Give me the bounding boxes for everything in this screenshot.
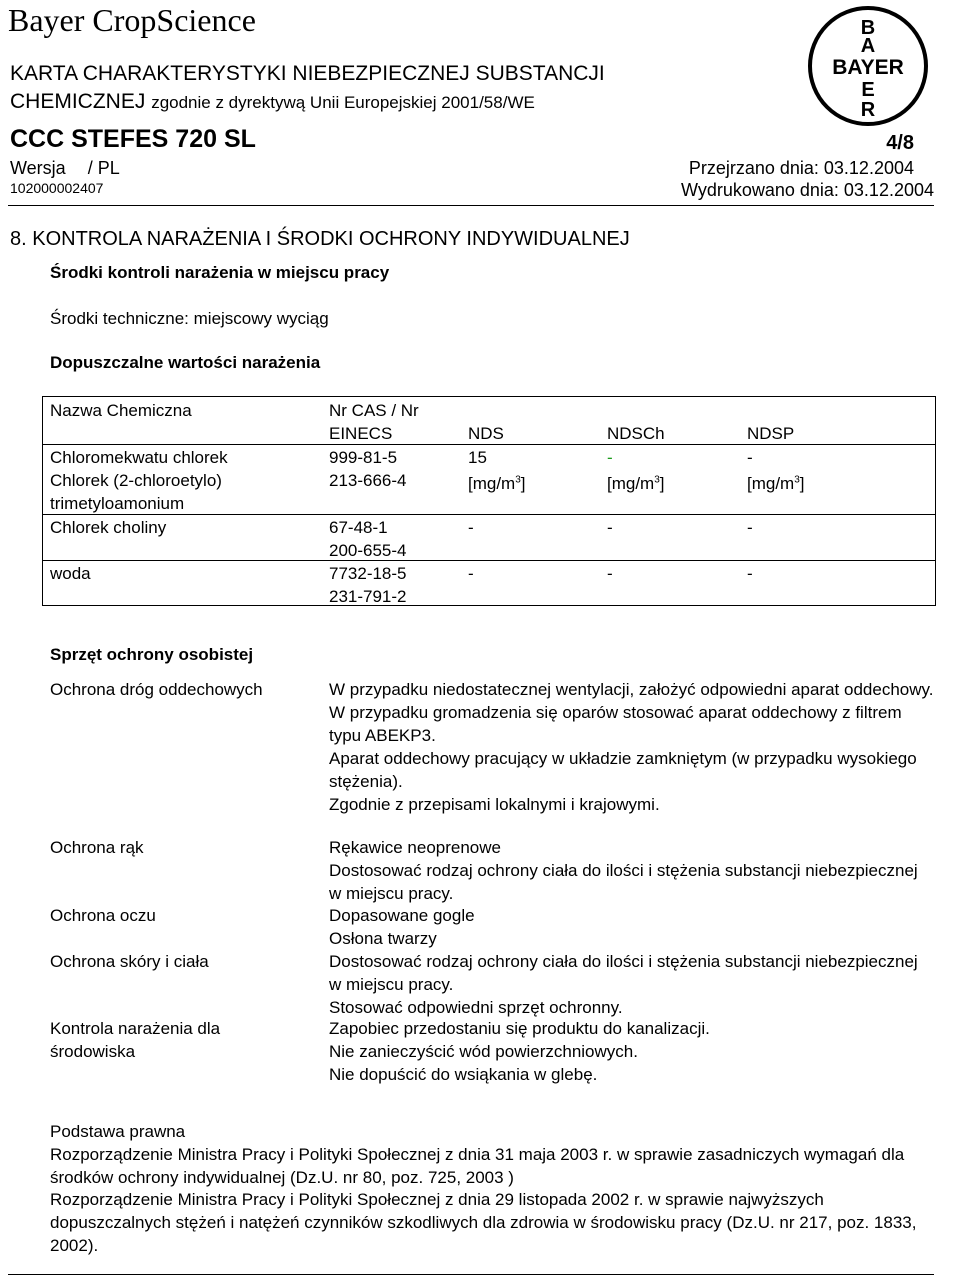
bayer-cross-logo [806,4,930,128]
table-row-divider [42,560,936,561]
revised-date: Przejrzano dnia: 03.12.2004 [688,158,914,178]
col-header-name: Nazwa Chemiczna [50,401,192,420]
ppe-text-eyes: Dopasowane gogle Osłona twarzy [329,906,475,948]
ndsch-unit: $[mg/m^3]$ [607,473,665,493]
document-title-main: CHEMICZNEJ [10,90,146,113]
nds-unit: $[mg/m^3]$ [468,473,526,493]
legal-basis-text-1: Rozporządzenie Ministra Pracy i Polityki Społecznej z dnia 31 maja 2003 r. w sprawie zasadniczych wymagań dla środków ochrony indywidualnej (Dz.U. nr 80, poz. 725, 2003 ) [50,1145,905,1187]
exposure-limits-heading: Dopuszczalne wartości narażenia [50,353,321,372]
language-code: / PL [87,158,120,178]
workplace-controls-heading: Środki kontroli narażenia w miejscu pracy [50,263,390,282]
ppe-text-environment: Zapobiec przedostaniu się produktu do kanalizacji. Nie zanieczyścić wód powierzchniowych. Nie dopuścić do wsiąkania w glebę. [329,1019,710,1084]
table-cell-cas: 7732-18-5 231-791-2 [329,564,407,606]
table-cell-cas: 67-48-1 200-655-4 [329,518,407,560]
ndsp-label: NDSP [747,424,795,443]
table-cell-ndsp: - [747,518,753,537]
technical-measures: Środki techniczne: miejscowy wyciąg [50,309,329,328]
document-title-directive: zgodnie z dyrektywą Unii Europejskiej 2001/58/WE [151,93,535,112]
col-header-ndsp [747,399,805,495]
table-cell-cas: 999-81-5 213-666-4 [329,448,407,490]
page-number: 4/8 [886,132,914,154]
ppe-text-hands: Rękawice neoprenowe Dostosować rodzaj ochrony ciała do ilości i stężenia substancji niebezpiecznej w miejscu pracy. [329,838,918,903]
col-header-ndsch [607,399,665,495]
ppe-label-environment: Kontrola narażenia dla środowiska [50,1019,221,1061]
ppe-text-respiratory: W przypadku niedostatecznej wentylacji, założyć odpowiedni aparat oddechowy. W przypadku gromadzenia się oparów stosować aparat oddechowy z filtrem typu ABEKP3. Aparat oddechowy pracujący w układzie zamkniętym (w przypadku wysokiego stężenia). Zgodnie z przepisami lokalnymi i krajowymi. [329,680,934,814]
document-title-line2 [10,90,535,114]
legal-basis-text-2: Rozporządzenie Ministra Pracy i Polityki Społecznej z dnia 29 listopada 2002 r. w sprawie najwyższych dopuszczalnych stężeń i natężeń czynników szkodliwych dla zdrowia w środowisku pracy (Dz.U. nr 217, poz. 1833, 2002). [50,1190,917,1255]
document-title-line1: KARTA CHARAKTERYSTYKI NIEBEZPIECZNEJ SUBSTANCJI [10,62,605,85]
ppe-label-eyes: Ochrona oczu [50,906,156,925]
logo-word: BAYER [832,56,904,79]
document-number: 102000002407 [10,180,104,196]
logo-letter-r: R [860,99,876,121]
ppe-label-respiratory: Ochrona dróg oddechowych [50,680,263,699]
logo-letter-b: B [860,17,876,39]
printed-date: Wydrukowano dnia: 03.12.2004 [680,180,934,200]
table-cell-nds: - [468,564,474,583]
section-title: 8. KONTROLA NARAŻENIA I ŚRODKI OCHRONY INDYWIDUALNEJ [10,228,630,250]
ppe-text-skin: Dostosować rodzaj ochrony ciała do ilości i stężenia substancji niebezpiecznej w miejscu pracy. Stosować odpowiedni sprzęt ochronny. [329,952,918,1017]
table-cell-ndsp: - [747,448,753,467]
table-cell-nds: - [468,518,474,537]
table-cell-name: Chlorek choliny [50,518,167,537]
footer-divider [8,1274,934,1275]
logo-letter-e: E [861,79,875,101]
ppe-label-hands: Ochrona rąk [50,838,144,857]
table-cell-ndsp: - [747,564,753,583]
product-name: CCC STEFES 720 SL [10,125,256,153]
table-cell-name: Chloromekwatu chlorek Chlorek (2-chloroetylo) trimetyloamonium [50,448,228,513]
header-divider [8,205,934,206]
table-cell-ndsch: - [607,564,613,583]
col-header-cas: Nr CAS / Nr EINECS [329,401,419,443]
logo-letter-a-top: A [860,35,876,57]
table-cell-ndsch: - [607,518,613,537]
ndsp-unit: $[mg/m^3]$ [747,473,805,493]
company-name: Bayer CropScience [8,2,256,38]
version-line [10,158,120,179]
ppe-label-skin: Ochrona skóry i ciała [50,952,209,971]
legal-basis-heading: Podstawa prawna [50,1122,186,1141]
table-cell-name: woda [50,564,91,583]
ppe-heading: Sprzęt ochrony osobistej [50,645,254,664]
table-cell-nds: 15 [468,448,487,467]
ndsch-label: NDSCh [607,424,665,443]
nds-label: NDS [468,424,504,443]
table-cell-ndsch: - [607,448,613,467]
version-label: Wersja [10,158,66,178]
